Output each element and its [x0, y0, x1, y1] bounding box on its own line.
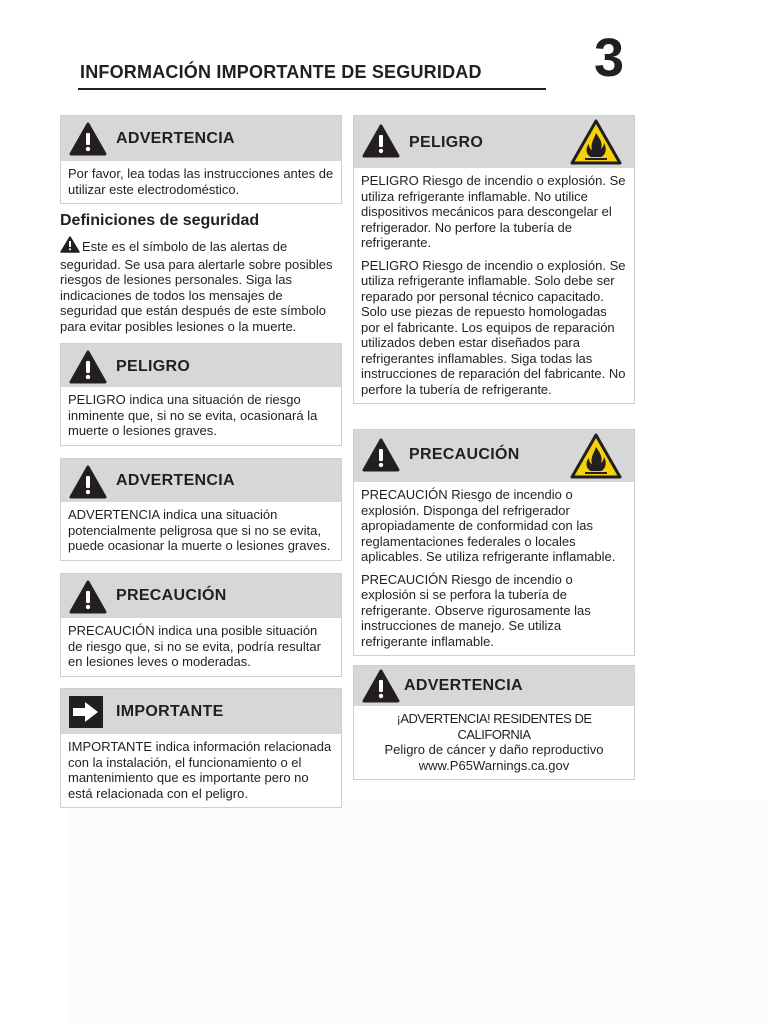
- p65-warnings-url: www.P65Warnings.ca.gov: [418, 757, 570, 773]
- warning-triangle-icon: [362, 124, 400, 163]
- intro-warning-label: ADVERTENCIA: [116, 130, 235, 147]
- intro-warning-text: Por favor, lea todas las instrucciones antes de utilizar este electrodoméstico.: [68, 166, 334, 197]
- advertencia-definition-text: ADVERTENCIA indica una situación potencialmente peligrosa que si no se evita, puede ocasionar la muerte o lesiones graves.: [68, 507, 331, 553]
- warning-triangle-icon: [362, 669, 400, 708]
- california-warning-label: ADVERTENCIA: [404, 677, 523, 694]
- warning-triangle-icon: [69, 122, 107, 161]
- advertencia-definition-box: [60, 458, 342, 561]
- california-warning-box: [353, 665, 635, 780]
- page-number: 3: [594, 28, 625, 88]
- flammable-hazard-icon: [570, 433, 622, 484]
- precaucion-refrigerant-box: [353, 429, 635, 656]
- importante-definition-text: IMPORTANTE indica información relacionada con la instalación, el funcionamiento o el mantenimiento que es importante pero no está relacionada con el peligro.: [68, 739, 332, 801]
- peligro-definition-label: PELIGRO: [116, 358, 191, 375]
- peligro-refrigerant-box: [353, 115, 635, 404]
- intro-warning-header: [61, 116, 341, 161]
- peligro-definition-box: [60, 343, 342, 446]
- importante-definition-header: [61, 689, 341, 734]
- precaucion-refrigerant-label: PRECAUCIÓN: [409, 446, 520, 463]
- california-warning-line-2: Peligro de cáncer y daño reproductivo: [384, 742, 604, 757]
- peligro-refrigerant-paragraph-2: PELIGRO Riesgo de incendio o explosión. Se utiliza refrigerante inflamable. Solo debe ser reparado por personal técnico capacitado. Solo use piezas de repuesto homologadas por el fabricante. Los equipos de reparación utilizados deben estar diseñados para refrigerantes inflamables. Siga todas las instrucciones de reparación del fabricante. No perfore la tubería de refrigerante.: [361, 257, 626, 397]
- precaucion-definition-text: PRECAUCIÓN indica una posible situación de riesgo que, si no se evita, podría resultar en lesiones leves o moderadas.: [68, 623, 321, 669]
- california-warning-line-1: ¡ADVERTENCIA! RESIDENTES DE CALIFORNIA: [396, 711, 592, 742]
- warning-triangle-icon: [60, 236, 80, 257]
- peligro-refrigerant-body: [354, 168, 634, 403]
- precaucion-refrigerant-body: [354, 482, 634, 655]
- california-warning-body: [354, 706, 634, 779]
- importante-definition-label: IMPORTANTE: [116, 703, 224, 720]
- intro-warning-box: [60, 115, 342, 204]
- arrow-right-icon: [69, 696, 103, 733]
- warning-triangle-icon: [69, 465, 107, 504]
- peligro-definition-text: PELIGRO indica una situación de riesgo inminente que, si no se evita, ocasionará la muerte o lesiones graves.: [68, 392, 318, 438]
- warning-triangle-icon: [69, 350, 107, 389]
- california-warning-header: [354, 666, 634, 706]
- precaucion-definition-box: [60, 573, 342, 677]
- advertencia-definition-header: [61, 459, 341, 502]
- precaucion-definition-label: PRECAUCIÓN: [116, 587, 227, 604]
- peligro-refrigerant-label: PELIGRO: [409, 134, 484, 151]
- definitions-text: Este es el símbolo de las alertas de seguridad. Se usa para alertarle sobre posibles riesgos de lesiones personales. Siga las indicaciones de todos los mensajes de seguridad que están después de este símbolo para evitar posibles lesiones o la muerte.: [60, 239, 333, 334]
- importante-definition-box: [60, 688, 342, 808]
- page-title: INFORMACIÓN IMPORTANTE DE SEGURIDAD: [80, 62, 482, 82]
- precaucion-refrigerant-header: [354, 430, 634, 482]
- precaucion-definition-header: [61, 574, 341, 618]
- peligro-definition-header: [61, 344, 341, 387]
- peligro-refrigerant-paragraph-1: PELIGRO Riesgo de incendio o explosión. Se utiliza refrigerante inflamable. No utilice dispositivos mecánicos para descongelar el refrigerador. No perfore la tubería de refrigerante.: [361, 173, 626, 250]
- precaucion-refrigerant-paragraph-2: PRECAUCIÓN Riesgo de incendio o explosión si se perfora la tubería de refrigerante. Observe rigurosamente las instrucciones de manejo. Se utiliza refrigerante inflamable.: [361, 571, 591, 649]
- warning-triangle-icon: [69, 580, 107, 619]
- flammable-hazard-icon: [570, 119, 622, 170]
- peligro-refrigerant-header: [354, 116, 634, 168]
- advertencia-definition-label: ADVERTENCIA: [116, 472, 235, 489]
- definitions-title: Definiciones de seguridad: [60, 212, 260, 229]
- title-underline: [78, 88, 546, 90]
- page-lower-shade: [68, 800, 768, 1024]
- precaucion-refrigerant-paragraph-1: PRECAUCIÓN Riesgo de incendio o explosión. Disponga del refrigerador apropiadamente de conformidad con las reglamentaciones federales o locales aplicables. Se utiliza refrigerante inflamable.: [361, 487, 616, 564]
- definitions-paragraph: [60, 236, 340, 335]
- warning-triangle-icon: [362, 438, 400, 477]
